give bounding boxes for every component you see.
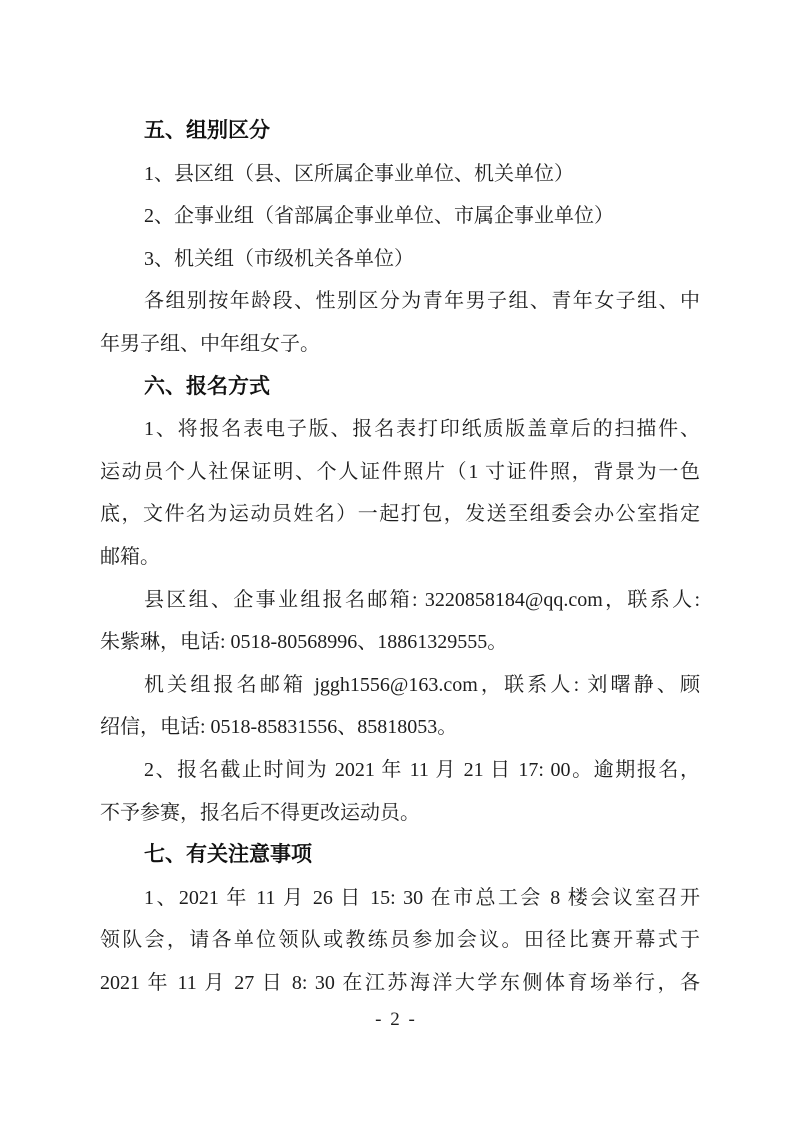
text-line: 2、报名截止时间为 2021 年 11 月 21 日 17: 00。逾期报名， xyxy=(144,758,700,781)
text-line: 3、机关组（市级机关各单位） xyxy=(144,247,414,270)
text-line: 不予参赛，报名后不得更改运动员。 xyxy=(100,801,420,824)
page-number: - 2 - xyxy=(375,1009,417,1030)
text-line: 年男子组、中年组女子。 xyxy=(100,332,320,355)
text-line: 朱紫琳，电话: 0518-80568996、18861329555。 xyxy=(100,631,508,654)
text-line: 县区组、企事业组报名邮箱: 3220858184@qq.com，联系人: xyxy=(144,588,700,611)
text-line: 2021 年 11 月 27 日 8: 30 在江苏海洋大学东侧体育场举行，各 xyxy=(100,971,700,994)
text-line: 各组别按年龄段、性别区分为青年男子组、青年女子组、中 xyxy=(144,290,700,313)
section-heading: 五、组别区分 xyxy=(144,119,270,142)
text-line: 邮箱。 xyxy=(100,545,160,568)
section-heading: 六、报名方式 xyxy=(144,374,270,398)
text-line: 绍信，电话: 0518-85831556、85818053。 xyxy=(100,716,458,739)
text-line: 机关组报名邮箱 jggh1556@163.com，联系人: 刘曙静、顾 xyxy=(144,673,700,696)
text-line: 2、企事业组（省部属企事业单位、市属企事业单位） xyxy=(144,205,614,228)
document-body xyxy=(100,110,700,1004)
text-line: 底，文件名为运动员姓名）一起打包，发送至组委会办公室指定 xyxy=(100,503,700,526)
section-heading: 七、有关注意事项 xyxy=(144,843,312,867)
text-line: 运动员个人社保证明、个人证件照片（1 寸证件照，背景为一色 xyxy=(100,460,700,483)
text-line: 1、将报名表电子版、报名表打印纸质版盖章后的扫描件、 xyxy=(144,418,700,441)
text-line: 1、2021 年 11 月 26 日 15: 30 在市总工会 8 楼会议室召开 xyxy=(144,886,700,909)
text-line: 1、县区组（县、区所属企事业单位、机关单位） xyxy=(144,162,574,185)
text-line: 领队会，请各单位领队或教练员参加会议。田径比赛开幕式于 xyxy=(100,929,700,952)
